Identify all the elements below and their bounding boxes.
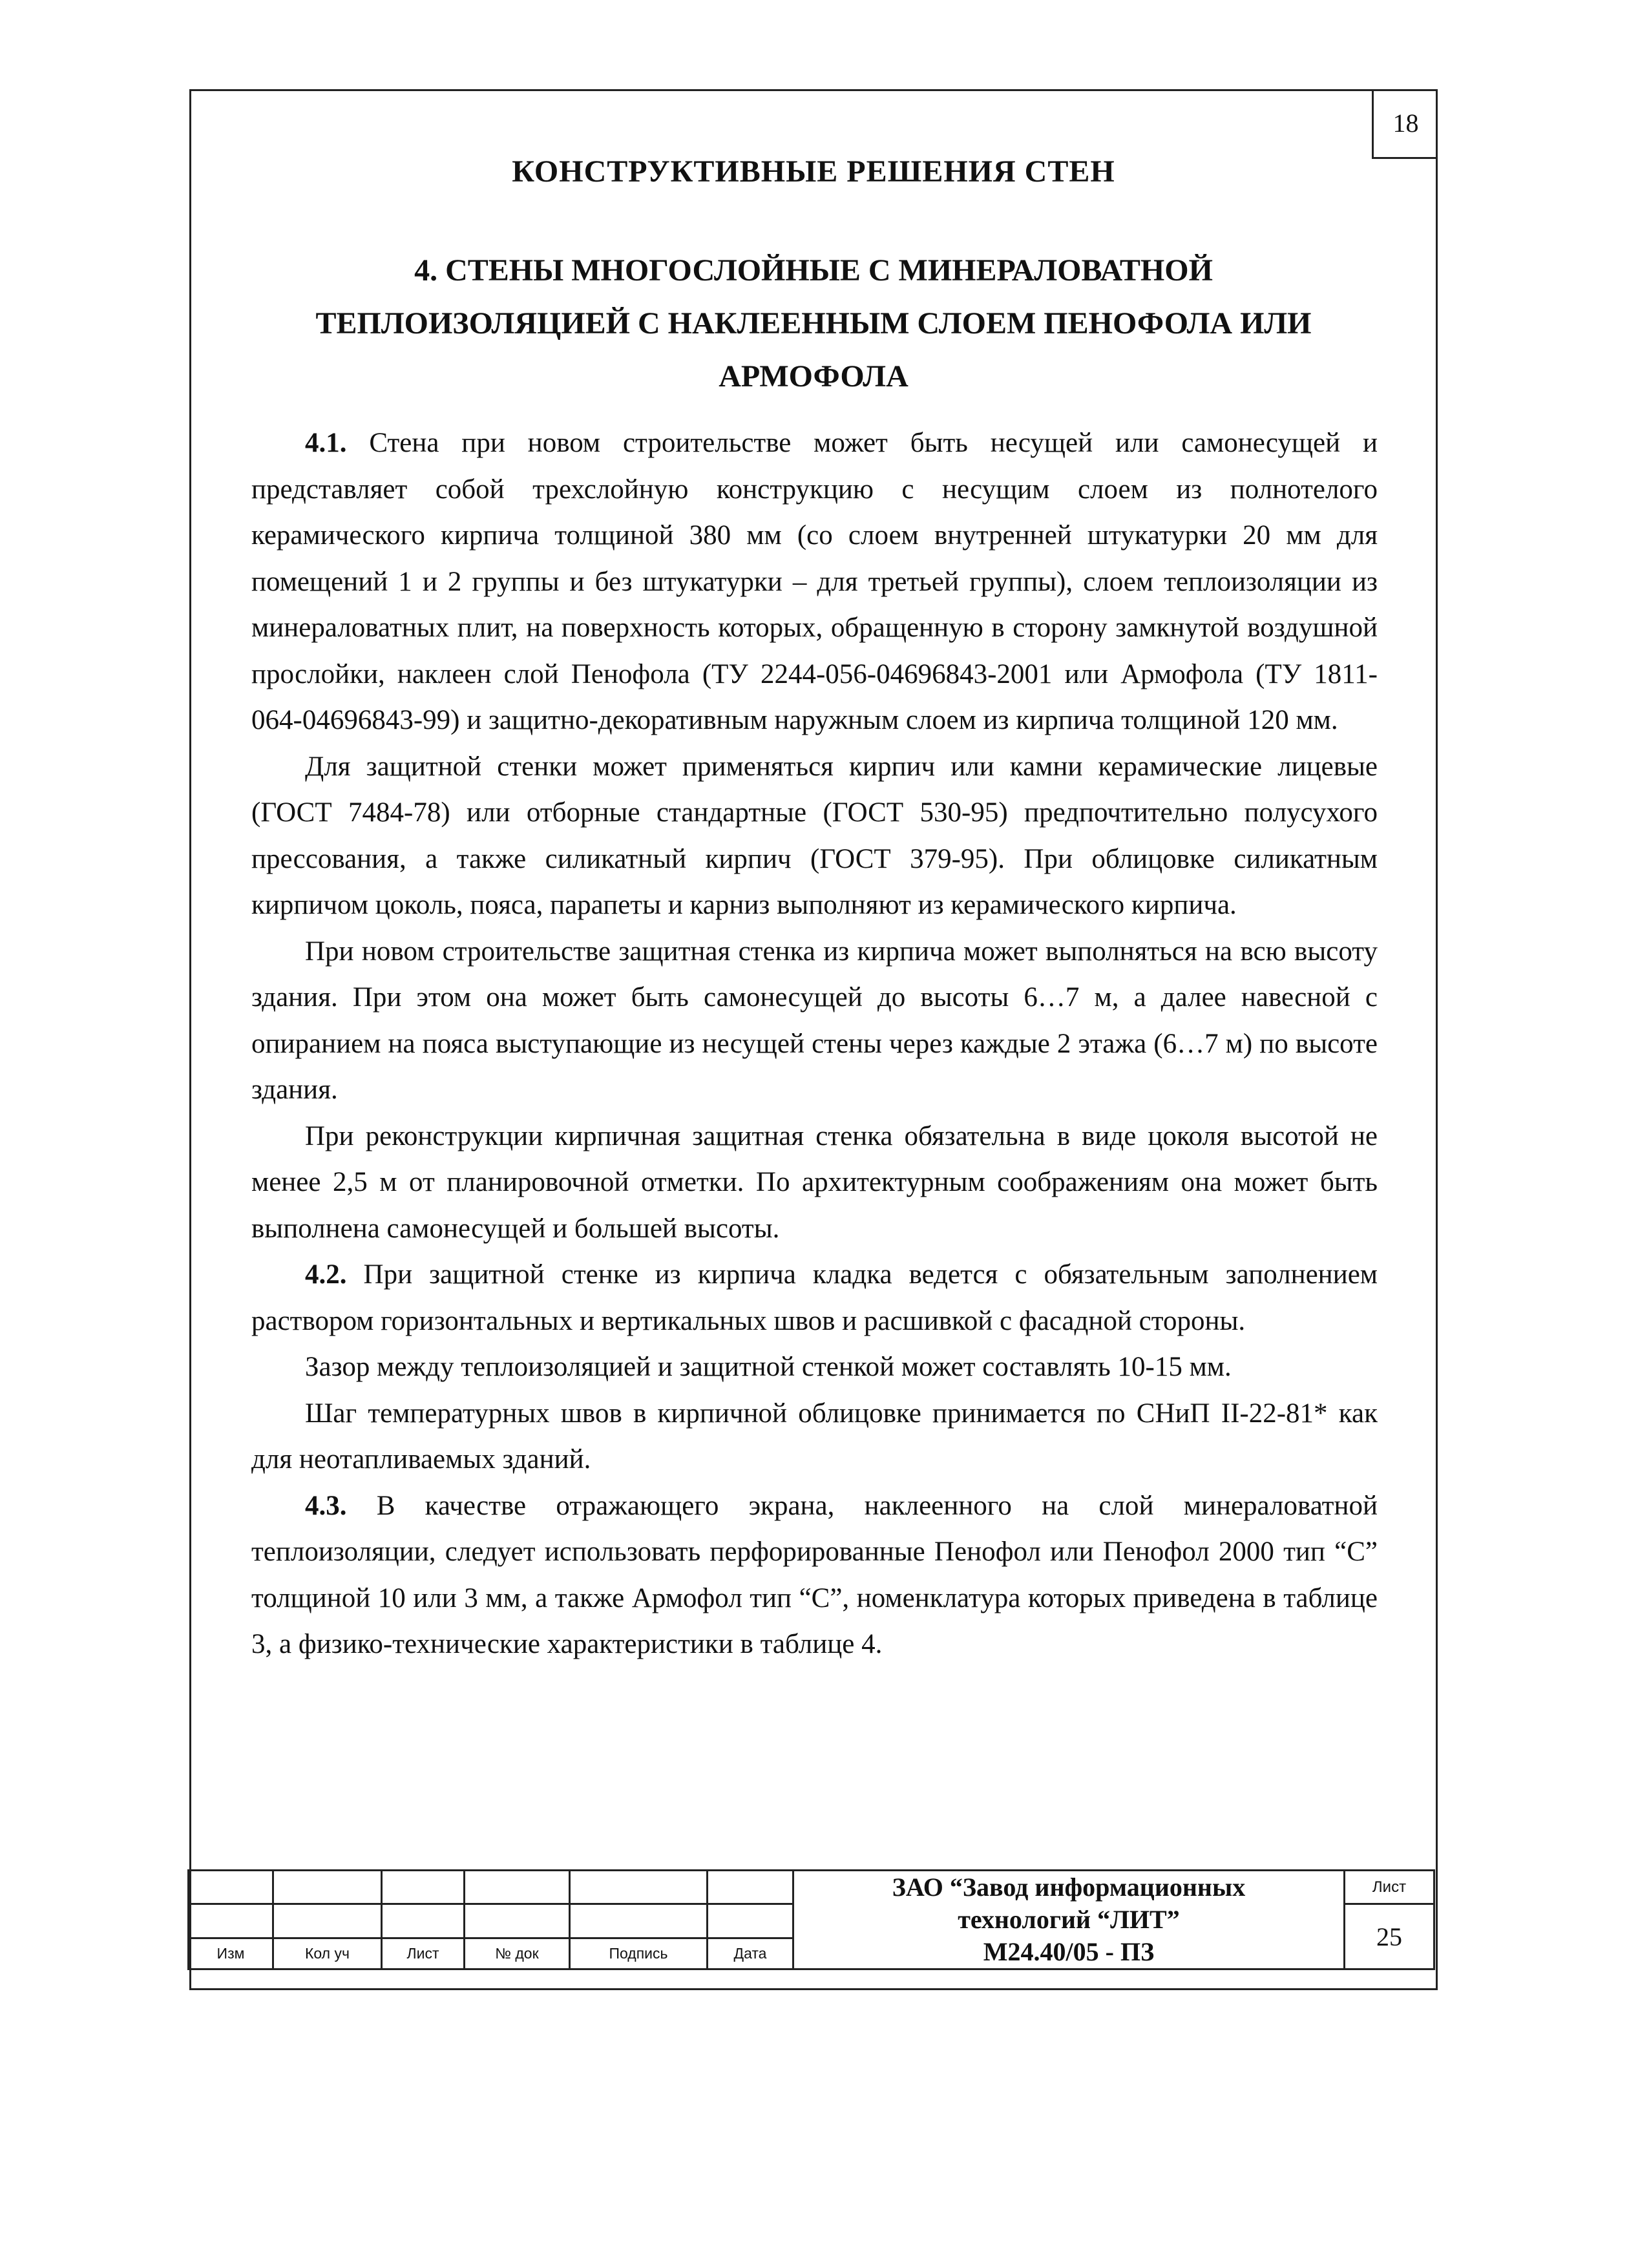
paragraph-text: При защитной стенке из кирпича кладка ведется с обязательным заполнением раствором горизонтальных и вертикальных швов и расшивкой с фасадной стороны. (251, 1259, 1378, 1336)
paragraph (251, 420, 1378, 744)
document-code: М24.40/05 - ПЗ (983, 1937, 1155, 1966)
paragraph (251, 1113, 1378, 1252)
paragraph-text: В качестве отражающего экрана, наклеенного на слой минераловатной теплоизоляции, следует использовать перфорированные Пенофол или Пенофол 2000 тип “С” толщиной 10 или 3 мм, а также Армофол тип “С”, номенклатура которых приведена в таблице 3, а физико-технические характеристики в таблице 4. (251, 1490, 1378, 1659)
organization-name: технологий “ЛИТ” (958, 1905, 1180, 1934)
stamp-column-label: Подпись (570, 1938, 708, 1969)
body-text (251, 420, 1378, 1668)
paragraph-text: При новом строительстве защитная стенка из кирпича может выполняться на всю высоту здания. При этом она может быть самонесущей до высоты 6…7 м, а далее навесной с опиранием на пояса выступающие из несущей стены через каждые 2 этажа (6…7 м) по высоте здания. (251, 936, 1378, 1105)
stamp-column-label: Лист (382, 1938, 465, 1969)
stamp-column-label: № док (465, 1938, 570, 1969)
chapter-title-line: АРМОФОЛА (719, 359, 909, 394)
clause-number: 4.3. (305, 1490, 347, 1521)
stamp-column-label: Дата (708, 1938, 793, 1969)
chapter-title-line: 4. СТЕНЫ МНОГОСЛОЙНЫЕ С МИНЕРАЛОВАТНОЙ (414, 253, 1213, 288)
stamp-column-label: Изм (189, 1938, 273, 1969)
paragraph (251, 1483, 1378, 1668)
chapter-title (189, 244, 1438, 403)
clause-number: 4.1. (305, 428, 347, 458)
paragraph-text: Зазор между теплоизоляцией и защитной стенкой может составлять 10-15 мм. (305, 1352, 1232, 1382)
clause-number: 4.2. (305, 1259, 347, 1290)
paragraph-text: При реконструкции кирпичная защитная стенка обязательна в виде цоколя высотой не менее 2,5 м от планировочной отметки. По архитектурным соображениям она может быть выполнена самонесущей и большей высоты. (251, 1120, 1378, 1244)
sheet-number: 25 (1345, 1904, 1434, 1969)
paragraph (251, 744, 1378, 929)
sheet-label: Лист (1345, 1871, 1434, 1904)
paragraph (251, 929, 1378, 1113)
stamp-column-label: Кол уч (273, 1938, 382, 1969)
page-number: 18 (1372, 89, 1438, 159)
paragraph-text: Шаг температурных швов в кирпичной облицовке принимается по СНиП II-22-81* как для неотапливаемых зданий. (251, 1398, 1378, 1475)
organization-block (793, 1871, 1345, 1969)
title-block (187, 1869, 1435, 1970)
paragraph-text: Для защитной стенки может применяться кирпич или камни керамические лицевые (ГОСТ 7484-78) или отборные стандартные (ГОСТ 530-95) предпочтительно полусухого прессования, а также силикатный кирпич (ГОСТ 379-95). При облицовке силикатным кирпичом цоколь, пояса, парапеты и карниз выполняют из керамического кирпича. (251, 751, 1378, 920)
paragraph (251, 1344, 1378, 1391)
section-title: КОНСТРУКТИВНЫЕ РЕШЕНИЯ СТЕН (512, 154, 1115, 189)
organization-name: ЗАО “Завод информационных (892, 1873, 1246, 1902)
paragraph (251, 1391, 1378, 1483)
paragraph (251, 1252, 1378, 1344)
paragraph-text: Стена при новом строительстве может быть несущей или самонесущей и представляет собой трехслойную конструкцию с несущим слоем из полнотелого керамического кирпича толщиной 380 мм (со слоем внутренней штукатурки 20 мм для помещений 1 и 2 группы и без штукатурки – для третьей группы), слоем теплоизоляции из минераловатных плит, на поверхность которых, обращенную в сторону замкнутой воздушной прослойки, наклеен слой Пенофола (ТУ 2244-056-04696843-2001 или Армофола (ТУ 1811-064-04696843-99) и защитно-декоративным наружным слоем из кирпича толщиной 120 мм. (251, 428, 1378, 735)
chapter-title-line: ТЕПЛОИЗОЛЯЦИЕЙ С НАКЛЕЕННЫМ СЛОЕМ ПЕНОФОЛА ИЛИ (315, 306, 1312, 341)
